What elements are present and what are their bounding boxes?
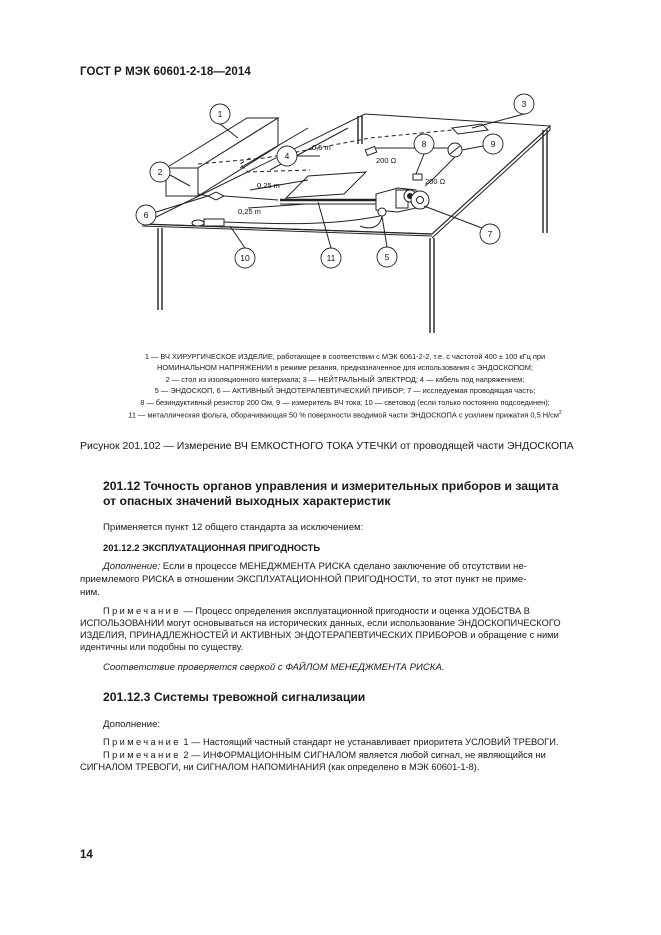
section-title-alarm: 201.12.3 Системы тревожной сигнализации [103,690,366,704]
callout-label: 3 [521,99,527,109]
legend-line: 8 — безиндуктивный резистор 200 Ом, 9 — измеритель ВЧ тока; 10 — световод (если только постоянно подсоединен); [140,397,550,407]
callout-label: 5 [384,252,390,262]
legend-line: 5 — ЭНДОСКОП, 6 — АКТИВНЫЙ ЭНДОТЕРАПЕВТИЧЕСКИЙ ПРИБОР; 7 — исследуемая проводящая часть; [154,386,536,396]
intro-paragraph: Применяется пункт 12 общего стандарта за исключением: [103,522,364,533]
legend-line: 11 — металлическая фольга, оборачивающая 50 % поверхности вводимой части ЭНДОСКОПА с усилием прижатия 0,5 $Н/см^2$ [128,410,562,420]
dim-label: 0,25 m [238,207,261,216]
callout-label: 7 [487,229,493,239]
document-header: ГОСТ Р МЭК 60601-2-18—2014 [80,66,251,78]
figure-caption: Рисунок 201.102 — Измерение ВЧ ЕМКОСТНОГО ТОКА УТЕЧКИ от проводящей части ЭНДОСКОПА [80,440,574,452]
resistor-label: 200 Ω [425,177,446,186]
addition-label: Дополнение: [103,719,161,730]
callout-label: 8 [421,139,427,149]
callout-label: 2 [157,167,163,177]
addition-paragraph: Дополнение: Если в процессе МЕНЕДЖМЕНТА РИСКА сделано заключение об отсутствии не- приемлемого РИСКА в отношении ЭКСПЛУАТАЦИОННОЙ ПРИГОДНОСТИ, то этот пункт не приме- ним. [80,561,527,599]
callout-label: 1 [217,109,223,119]
callout-label: 9 [490,139,496,149]
legend-line: 2 — стол из изоляционного материала; 3 — НЕЙТРАЛЬНЫЙ ЭЛЕКТРОД; 4 — кабель под напряжением; [165,374,525,384]
conductive-part [378,208,386,216]
callout-label: 6 [143,210,149,220]
callout-label: 10 [240,253,250,263]
dim-label: 0,25 m [257,181,280,190]
alarm-notes: Примечание 1 — Настоящий частный стандарт не устанавливает приоритета УСЛОВИЙ ТРЕВОГИ. Примечание 2 — ИНФОРМАЦИОННЫМ СИГНАЛОМ является любой сигнал, не являющийся ни СИГНАЛОМ ТРЕВОГИ, ни СИГНАЛОМ НАПОМИНАНИЯ (как определено в МЭК 60601-1-8). [80,737,559,772]
figure-legend [80,351,610,421]
section-title: 201.12 Точность органов управления и измерительных приборов и защита от опасных значений выходных характеристик [103,479,559,508]
subsection-title: 201.12.2 ЭКСПЛУАТАЦИОННАЯ ПРИГОДНОСТЬ [103,542,321,553]
note-paragraph: Примечание — Процесс определения эксплуатационной пригодности и оценка УДОБСТВА В ИСПОЛЬЗОВАНИИ могут основываться на исторических данных, если использование ЭНДОСКОПИЧЕСКОГО ИЗДЕЛИЯ, ПРИНАДЛЕЖНОСТЕЙ И АКТИВНЫХ ЭНДОТЕРАПЕВТИЧЕСКИХ ПРИБОРОВ и обращение с ними идентичны или подобны по существу. [80,606,561,652]
callout-label: 11 [326,253,336,263]
dim-label: 0,5 m [312,143,331,152]
compliance-statement: Соответствие проверяется сверкой с ФАЙЛОМ МЕНЕДЖМЕНТА РИСКА. [103,662,445,673]
measurement-setup-figure [80,88,600,358]
legend-line: 1 — ВЧ ХИРУРГИЧЕСКОЕ ИЗДЕЛИЕ, работающее в соответствии с МЭК 6061-2-2, т.е. с частотой 400 ± 100 кГц при [144,352,546,361]
resistor-label: 200 Ω [376,156,397,165]
page-number: 14 [80,849,93,861]
resistor-200-lower [413,174,422,180]
legend-line: НОМИНАЛЬНОМ НАПРЯЖЕНИИ в режиме резания, предназначенное для использования с ЭНДОСКОПОМ; [157,363,533,373]
callout-label: 4 [284,151,290,161]
